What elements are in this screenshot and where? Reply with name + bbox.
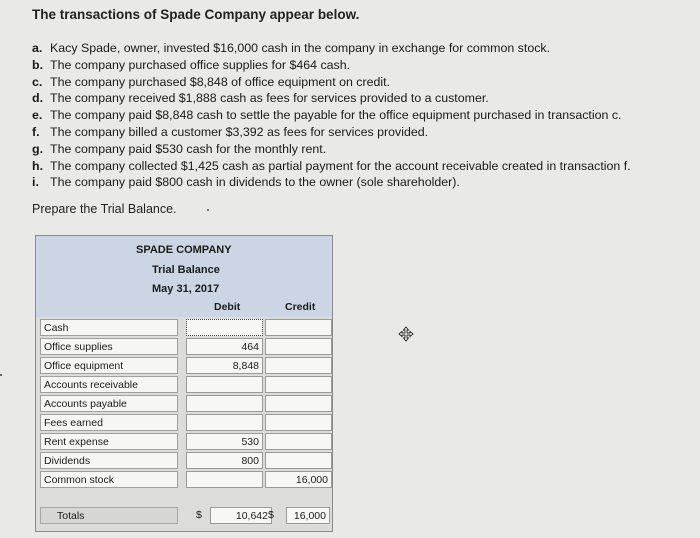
transaction-item xyxy=(32,174,692,191)
credit-input[interactable] xyxy=(265,319,332,336)
debit-input[interactable]: 464 xyxy=(186,338,263,355)
credit-input[interactable] xyxy=(265,433,332,450)
page-title: The transactions of Spade Company appear below. xyxy=(32,7,360,22)
transaction-item xyxy=(32,57,692,74)
stray-dot xyxy=(207,209,209,211)
total-debit-value: 10,642 xyxy=(210,507,272,524)
transaction-text: The company paid $800 cash in dividends to the owner (sole shareholder). xyxy=(50,175,460,190)
currency-symbol: $ xyxy=(196,509,202,521)
transaction-letter: a. xyxy=(32,41,43,55)
credit-input[interactable] xyxy=(265,338,332,355)
transaction-text: The company purchased $8,848 of office equipment on credit. xyxy=(50,74,391,89)
debit-column-header: Debit xyxy=(214,301,241,313)
statement-name: Trial Balance xyxy=(152,264,220,276)
table-row xyxy=(40,471,330,489)
credit-input[interactable] xyxy=(265,395,332,412)
transaction-text: The company collected $1,425 cash as partial payment for the account receivable created in transaction f. xyxy=(50,158,631,173)
transaction-item xyxy=(32,40,692,57)
debit-input[interactable] xyxy=(186,471,263,488)
transaction-letter: c. xyxy=(32,74,43,89)
debit-input[interactable] xyxy=(186,376,263,393)
table-row xyxy=(40,414,330,432)
instruction-text: Prepare the Trial Balance. xyxy=(32,202,177,216)
account-name-field[interactable]: Fees earned xyxy=(40,414,178,431)
debit-input[interactable] xyxy=(186,395,263,412)
account-name-field[interactable]: Accounts payable xyxy=(40,395,178,412)
transaction-text: Kacy Spade, owner, invested $16,000 cash in the company in exchange for common stock. xyxy=(50,41,551,55)
credit-input[interactable] xyxy=(265,376,332,393)
debit-input[interactable] xyxy=(186,319,263,336)
account-name-field[interactable]: Rent expense xyxy=(40,433,178,450)
trial-balance-table xyxy=(35,235,333,532)
debit-input[interactable] xyxy=(186,414,263,431)
transaction-letter: i. xyxy=(32,175,39,190)
account-name-field[interactable]: Office equipment xyxy=(40,357,178,374)
table-row xyxy=(40,357,330,375)
total-debit xyxy=(196,507,266,524)
transaction-text: The company purchased office supplies for $464 cash. xyxy=(50,57,351,72)
trial-balance-header xyxy=(36,236,332,317)
account-name-field[interactable]: Cash xyxy=(40,319,178,336)
statement-date: May 31, 2017 xyxy=(152,283,220,295)
transaction-item xyxy=(32,74,692,91)
transaction-text: The company paid $8,848 cash to settle the payable for the office equipment purchased in transaction c. xyxy=(50,108,622,123)
transaction-letter: d. xyxy=(32,91,44,106)
transaction-letter: h. xyxy=(32,158,44,173)
edge-mark xyxy=(0,374,2,376)
credit-input[interactable]: 16,000 xyxy=(265,471,332,488)
credit-input[interactable] xyxy=(265,414,332,431)
transaction-item xyxy=(32,158,692,175)
credit-input[interactable] xyxy=(265,452,332,469)
transaction-letter: g. xyxy=(32,141,44,156)
transaction-text: The company paid $530 cash for the monthly rent. xyxy=(50,141,327,156)
table-row xyxy=(40,452,330,470)
transaction-letter: b. xyxy=(32,57,44,72)
table-row xyxy=(40,338,330,356)
transaction-text: The company received $1,888 cash as fees for services provided to a customer. xyxy=(50,91,489,106)
account-name-field[interactable]: Accounts receivable xyxy=(40,376,178,393)
debit-input[interactable]: 800 xyxy=(186,452,263,469)
transaction-list xyxy=(32,40,692,191)
transaction-item xyxy=(32,107,692,124)
company-name: SPADE COMPANY xyxy=(136,244,232,256)
account-name-field[interactable]: Common stock xyxy=(40,471,178,488)
credit-input[interactable] xyxy=(265,357,332,374)
account-name-field[interactable]: Office supplies xyxy=(40,338,178,355)
transaction-text: The company billed a customer $3,392 as fees for services provided. xyxy=(50,124,429,139)
debit-input[interactable]: 530 xyxy=(186,433,263,450)
table-row xyxy=(40,433,330,451)
table-row xyxy=(40,395,330,413)
transaction-item xyxy=(32,90,692,107)
transaction-letter: e. xyxy=(32,108,43,123)
debit-input[interactable]: 8,848 xyxy=(186,357,263,374)
move-cursor-icon xyxy=(398,326,414,342)
currency-symbol: $ xyxy=(268,509,274,521)
total-credit-value: 16,000 xyxy=(286,507,330,524)
transaction-letter: f. xyxy=(32,124,40,139)
account-name-field[interactable]: Dividends xyxy=(40,452,178,469)
table-row xyxy=(40,376,330,394)
totals-label: Totals xyxy=(40,507,178,524)
total-credit xyxy=(268,507,330,524)
table-row xyxy=(40,319,330,337)
transaction-item xyxy=(32,124,692,141)
credit-column-header: Credit xyxy=(285,301,316,313)
transaction-item xyxy=(32,141,692,158)
